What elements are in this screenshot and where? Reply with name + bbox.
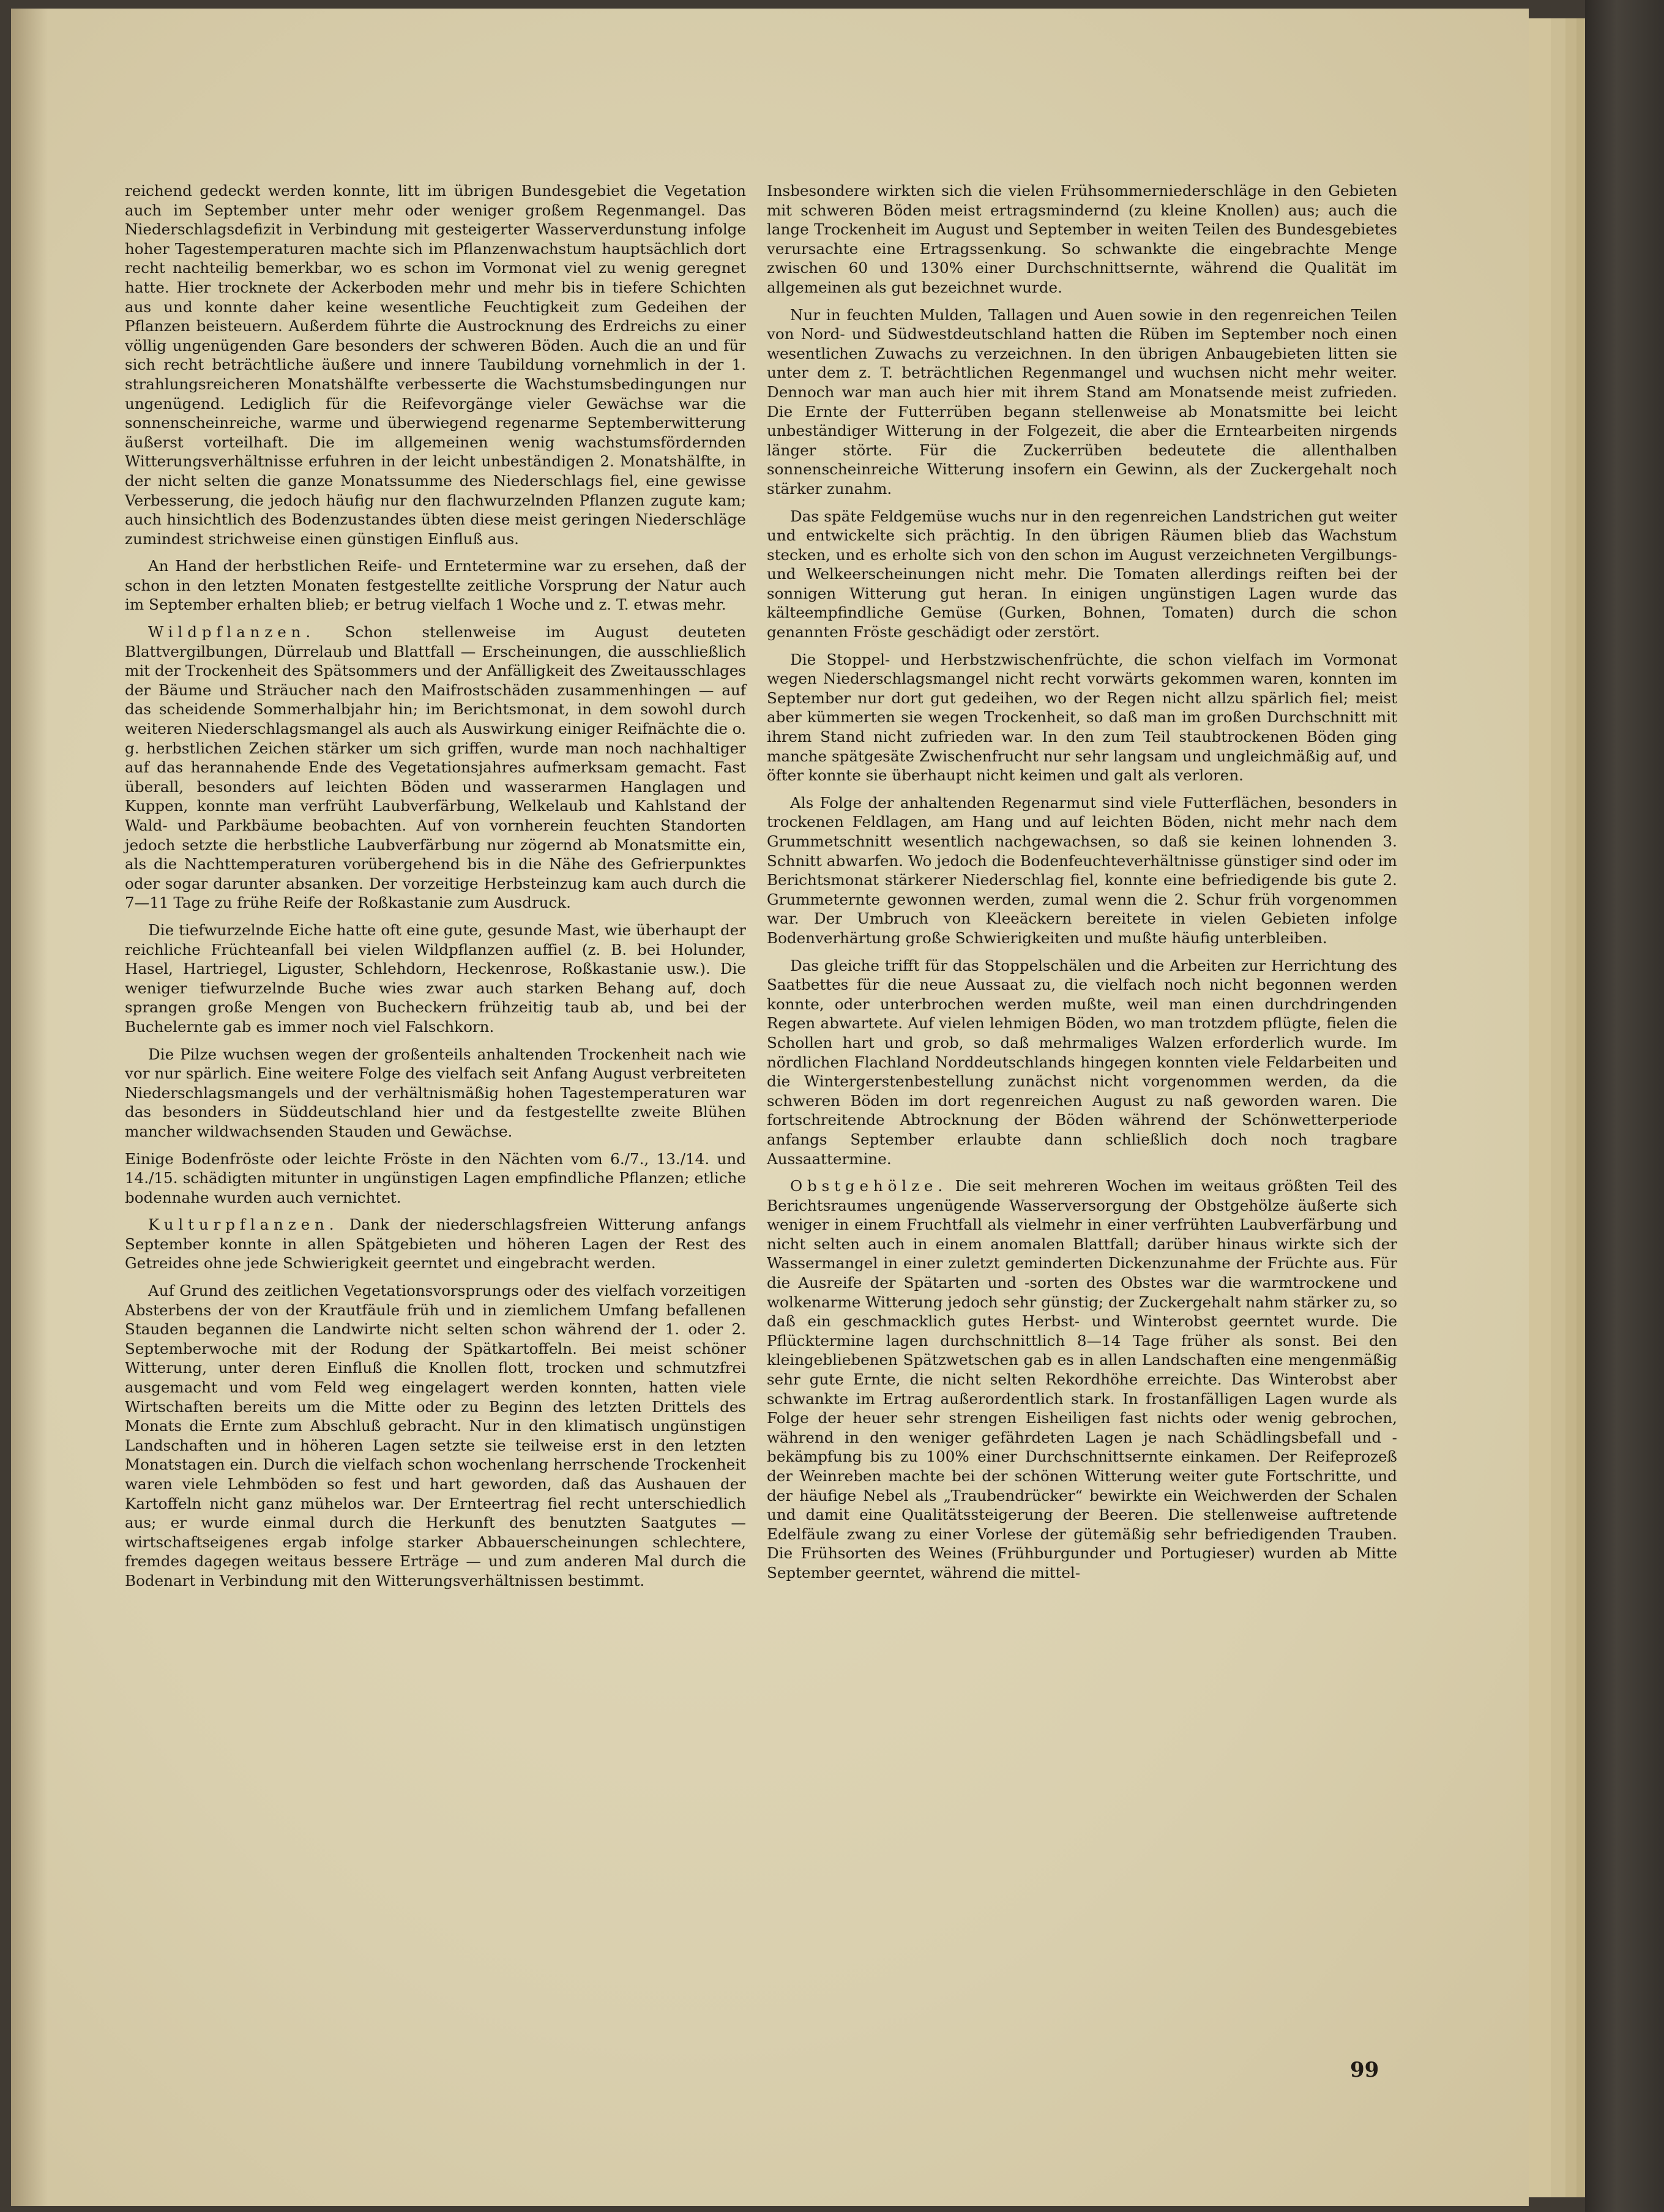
left-text-column — [125, 181, 746, 1599]
paragraph — [125, 921, 746, 1037]
section-lead: Kulturpflanzen. — [148, 1216, 339, 1234]
section-lead: Wildpflanzen. — [148, 623, 316, 641]
paragraph — [767, 650, 1397, 785]
paragraph-text: Das späte Feldgemüse wuchs nur in den regenreichen Landstrichen gut weiter und entwickelte sich prächtig. In den übrigen Räumen blieb das Wachstum stecken, und es erholte sich von den schon im August verzeichneten Vergilbungs- und Welkeerscheinungen nicht mehr. Die Tomaten allerdings reiften bei der sonnigen Witterung gut heran. In einigen ungünstigen Lagen wurde das kälteempfindliche Gemüse (Gurken, Bohnen, Tomaten) durch die schon genannten Fröste geschädigt oder zerstört. — [767, 507, 1397, 641]
page-number: 99 — [1350, 2058, 1379, 2082]
paragraph — [767, 956, 1397, 1169]
paragraph-text: Einige Bodenfröste oder leichte Fröste in den Nächten vom 6./7., 13./14. und 14./15. schädigten mitunter in ungünstigen Lagen empfindliche Pflanzen; etliche bodennahe wurden auch vernichtet. — [125, 1149, 746, 1206]
paragraph — [767, 305, 1397, 499]
paragraph — [767, 793, 1397, 948]
paragraph-text: Die seit mehreren Wochen im weitaus größten Teil des Berichtsraumes ungenügende Wasserversorgung der Obstgehölze äußerte sich weniger in einem Fruchtfall als vielmehr in einer verfrühten Laubverfärbung und nicht selten auch in einem anomalen Blattfall; darüber hinaus wirkte sich der Wassermangel in einer zuletzt geminderten Dickenzunahme der Früchte aus. Für die Ausreife der Spätarten und -sorten des Obstes war die warmtrockene und wolkenarme Witterung jedoch sehr günstig; der Zuckergehalt nahm stärker zu, so daß ein geschmacklich gutes Herbst- und Winterobst geerntet wurde. Die Pflücktermine lagen durchschnittlich 8—14 Tage früher als sonst. Bei den kleingebliebenen Spätzwetschen gab es in allen Landschaften eine mengenmäßig sehr gute Ernte, die nicht selten Rekordhöhe erreichte. Das Winterobst aber schwankte im Ertrag außerordentlich stark. In frostanfälligen Lagen wurde als Folge der heuer sehr strengen Eisheiligen fast nichts oder wenig gebrochen, während in den weniger gefährdeten Lagen je nach Schädlingsbefall und -bekämpfung bis zu 100% einer Durchschnittsernte einkamen. Der Reifeprozeß der Weinreben machte bei der schönen Witterung weiter gute Fortschritte, und der häufige Nebel als „Traubendrücker“ bewirkte ein Weichwerden der Schalen und damit eine Qualitätssteigerung der Beeren. Die stellenweise auftretende Edelfäule zwang zu einer Vorlese der gütemäßig sehr befriedigenden Trauben. Die Frühsorten des Weines (Frühburgunder und Portugieser) wurden ab Mitte September geerntet, während die mittel- — [767, 1177, 1397, 1582]
paragraph — [125, 1215, 746, 1273]
paragraph — [767, 507, 1397, 642]
paragraph-text: reichend gedeckt werden konnte, litt im übrigen Bundesgebiet die Vegetation auch im September unter mehr oder weniger großem Regenmangel. Das Niederschlagsdefizit in Verbindung mit gesteigerter Wasserverdunstung infolge hoher Tagestemperaturen machte sich im Pflanzenwachstum hauptsächlich dort recht nachteilig bemerkbar, wo es schon im Vormonat viel zu wenig geregnet hatte. Hier trocknete der Ackerboden mehr und mehr bis in tiefere Schichten aus und konnte daher keine wesentliche Feuchtigkeit zum Gedeihen der Pflanzen beisteuern. Außerdem führte die Austrocknung des Erdreichs zu einer völlig ungenügenden Gare besonders der schweren Böden. Auch die an und für sich recht beträchtliche äußere und innere Taubildung vornehmlich in der 1. strahlungsreicheren Monatshälfte verbesserte die Wachstumsbedingungen nur ungenügend. Lediglich für die Reifevorgänge vieler Gewächse war die sonnenscheinreiche, warme und überwiegend regenarme Septemberwitterung äußerst vorteilhaft. Die im allgemeinen wenig wachstumsfördernden Witterungsverhältnisse erfuhren in der leicht unbeständigen 2. Monatshälfte, in der nicht selten die ganze Monatssumme des Niederschlags fiel, eine gewisse Verbesserung, die jedoch häufig nur den flachwurzelnden Pflanzen zugute kam; auch hinsichtlich des Bodenzustandes übten diese meist geringen Niederschläge zumindest strichweise einen günstigen Einfluß aus. — [125, 182, 746, 548]
page-edge-stack — [1529, 18, 1552, 2197]
document-page — [11, 9, 1529, 2206]
paragraph-text: Schon stellenweise im August deuteten Blattvergilbungen, Dürrelaub und Blattfall — Erscheinungen, die ausschließlich mit der Trockenheit des Spätsommers und der Anfälligkeit des Zweitausschlages der Bäume und Sträucher nach den Maifrostschäden zusammenhingen — auf das scheidende Sommerhalbjahr hin; im Berichtsmonat, in dem sowohl durch weiteren Niederschlagsmangel als auch als Auswirkung einiger Reifnächte die o. g. herbstlichen Zeichen stärker um sich griffen, wurde man noch nachhaltiger auf das herannahende Ende des Vegetationsjahres aufmerksam gemacht. Fast überall, besonders auf leichten Böden und wasserarmen Hanglagen und Kuppen, konnte man verfrüht Laubverfärbung, Welkelaub und Kahlstand der Wald- und Parkbäume beobachten. Auf von vornherein feuchten Standorten jedoch setzte die herbstliche Laubverfärbung nur zögernd ab Monatsmitte ein, als die Nachttemperaturen vorübergehend bis in die Nähe des Gefrierpunktes oder sogar darunter absanken. Der vorzeitige Herbsteinzug kam auch durch die 7—11 Tage zu frühe Reife der Roßkastanie zum Ausdruck. — [125, 623, 746, 912]
paragraph — [125, 1281, 746, 1591]
paragraph — [125, 1045, 746, 1141]
page-edge-stack — [1551, 18, 1567, 2197]
right-text-column — [767, 181, 1397, 1591]
paragraph — [125, 556, 746, 615]
paragraph — [767, 1176, 1397, 1582]
paragraph — [125, 622, 746, 913]
paragraph — [125, 181, 746, 548]
paragraph-text: Als Folge der anhaltenden Regenarmut sind viele Futterflächen, besonders in trockenen Feldlagen, am Hang und auf leichten Böden, nicht mehr nach dem Grummetschnitt wesentlich nachgewachsen, so daß sie keinen lohnenden 3. Schnitt abwarfen. Wo jedoch die Bodenfeuchteverhältnisse günstiger sind oder im Berichtsmonat stärkerer Niederschlag fiel, konnte eine befriedigende bis gute 2. Grummeternte gewonnen werden, zumal wenn die 2. Schur früh vorgenommen war. Der Umbruch von Kleeäckern bereitete in vielen Gebieten infolge Bodenverhärtung große Schwierigkeiten und mußte häufig unterbleiben. — [767, 793, 1397, 947]
paragraph-text: Auf Grund des zeitlichen Vegetationsvorsprungs oder des vielfach vorzeitigen Absterbens der von der Krautfäule früh und in ziemlichem Umfang befallenen Stauden begannen die Landwirte nicht selten schon während der 1. oder 2. Septemberwoche mit der Rodung der Spätkartoffeln. Bei meist schöner Witterung, unter deren Einfluß die Knollen flott, trocken und schmutzfrei ausgemacht und vom Feld weg eingelagert werden konnten, hatten viele Wirtschaften bereits um die Mitte oder zu Beginn des letzten Drittels des Monats die Ernte zum Abschluß gebracht. Nur in den klimatisch ungünstigen Landschaften und in höheren Lagen setzte sie teilweise erst in den letzten Monatstagen ein. Durch die vielfach schon wochenlang herrschende Trockenheit waren viele Lehmböden so fest und hart geworden, daß das Aushauen der Kartoffeln nicht ganz mühelos war. Der Ernteertrag fiel recht unterschiedlich aus; er wurde einmal durch die Herkunft des benutzten Saatgutes — wirtschaftseigenes ergab infolge starker Abbauerscheinungen schlechtere, fremdes dagegen weitaus bessere Erträge — und zum anderen Mal durch die Bodenart in Verbindung mit den Witterungsverhältnissen bestimmt. — [125, 1282, 746, 1590]
paragraph-text: Das gleiche trifft für das Stoppelschälen und die Arbeiten zur Herrichtung des Saatbettes für die neue Aussaat zu, die vielfach noch nicht begonnen werden konnte, oder unterbrochen werden mußte, weil man einen durchdringenden Regen abwartete. Auf vielen lehmigen Böden, wo man trotzdem pflügte, fielen die Schollen hart und grob, so daß mehrmaliges Walzen erforderlich wurde. Im nördlichen Flachland Norddeutschlands hingegen konnten viele Feldarbeiten und die Wintergerstenbestellung zunächst nicht vorgenommen werden, da die schweren Böden im dort regenreichen August zu naß geworden waren. Die fortschreitende Abtrocknung der Böden während der Schönwetterperiode anfangs September erlaubte dann schließlich doch noch tragbare Aussaattermine. — [767, 956, 1397, 1168]
paragraph — [125, 1149, 746, 1208]
paragraph-text: Die Stoppel- und Herbstzwischenfrüchte, die schon vielfach im Vormonat wegen Niederschlagsmangel nicht recht vorwärts gekommen waren, konnten im September nur dort gut gedeihen, wo der Regen nicht allzu spärlich fiel; meist aber kümmerten sie wegen Trockenheit, so daß man im großen Durchschnitt mit ihrem Stand nicht zufrieden war. In den zum Teil staubtrockenen Böden ging manche spätgesäte Zwischenfrucht nur sehr langsam und ungleichmäßig auf, und öfter konnte sie überhaupt nicht keimen und galt als verloren. — [767, 650, 1397, 785]
paragraph-text: Insbesondere wirkten sich die vielen Frühsommerniederschläge in den Gebieten mit schweren Böden meist ertragsmindernd (zu kleine Knollen) aus; auch die lange Trockenheit im August und September in weiten Teilen des Bundesgebietes verursachte eine Ertragssenkung. So schwankte die eingebrachte Menge zwischen 60 und 130% einer Durchschnittsernte, während die Qualität im allgemeinen als gut bezeichnet wurde. — [767, 182, 1397, 296]
paragraph-text: An Hand der herbstlichen Reife- und Erntetermine war zu ersehen, daß der schon in den letzten Monaten festgestellte zeitliche Vorsprung der Natur auch im September erhalten blieb; er betrug vielfach 1 Woche und z. T. etwas mehr. — [125, 557, 746, 614]
book-cover — [1585, 0, 1664, 2212]
paragraph-text: Die Pilze wuchsen wegen der großenteils anhaltenden Trockenheit nach wie vor nur spärlich. Eine weitere Folge des vielfach seit Anfang August verbreiteten Niederschlagsmangels und der verhältnismäßig hohen Tagestemperaturen war das besonders in Süddeutschland hier und da festgestellte zweite Blühen mancher wildwachsenden Stauden und Gewächse. — [125, 1045, 746, 1140]
page-edge-stack — [1565, 18, 1578, 2197]
paragraph-text: Die tiefwurzelnde Eiche hatte oft eine gute, gesunde Mast, wie überhaupt der reichliche Früchteanfall bei vielen Wildpflanzen auffiel (z. B. bei Holunder, Hasel, Hartriegel, Liguster, Schlehdorn, Heckenrose, Roßkastanie usw.). Die weniger tiefwurzelnde Buche wies zwar auch starken Behang auf, doch sprangen große Mengen von Bucheckern frühzeitig taub ab, und bei der Buchelernte gab es immer noch viel Falschkorn. — [125, 921, 746, 1036]
gutter-shadow — [11, 9, 48, 2206]
paragraph-text: Dank der niederschlagsfreien Witterung anfangs September konnte in allen Spätgebieten und höheren Lagen der Rest des Getreides ohne jede Schwierigkeit geerntet und eingebracht werden. — [125, 1216, 746, 1272]
paragraph-text: Nur in feuchten Mulden, Tallagen und Auen sowie in den regenreichen Teilen von Nord- und Südwestdeutschland hatten die Rüben im September noch einen wesentlichen Zuwachs zu verzeichnen. In den übrigen Anbaugebieten litten sie unter dem z. T. beträchtlichen Regenmangel und wuchsen nicht mehr weiter. Dennoch war man auch hier mit ihrem Stand am Monatsende meist zufrieden. Die Ernte der Futterrüben begann stellenweise ab Monatsmitte bei leicht unbeständiger Witterung in der Folgezeit, die aber die Erntearbeiten nirgends länger störte. Für die Zuckerrüben bedeutete die allenthalben sonnenscheinreiche Witterung insofern ein Gewinn, als der Zuckergehalt noch stärker zunahm. — [767, 305, 1397, 498]
paragraph — [767, 181, 1397, 297]
section-lead: Obstgehölze. — [790, 1177, 948, 1195]
